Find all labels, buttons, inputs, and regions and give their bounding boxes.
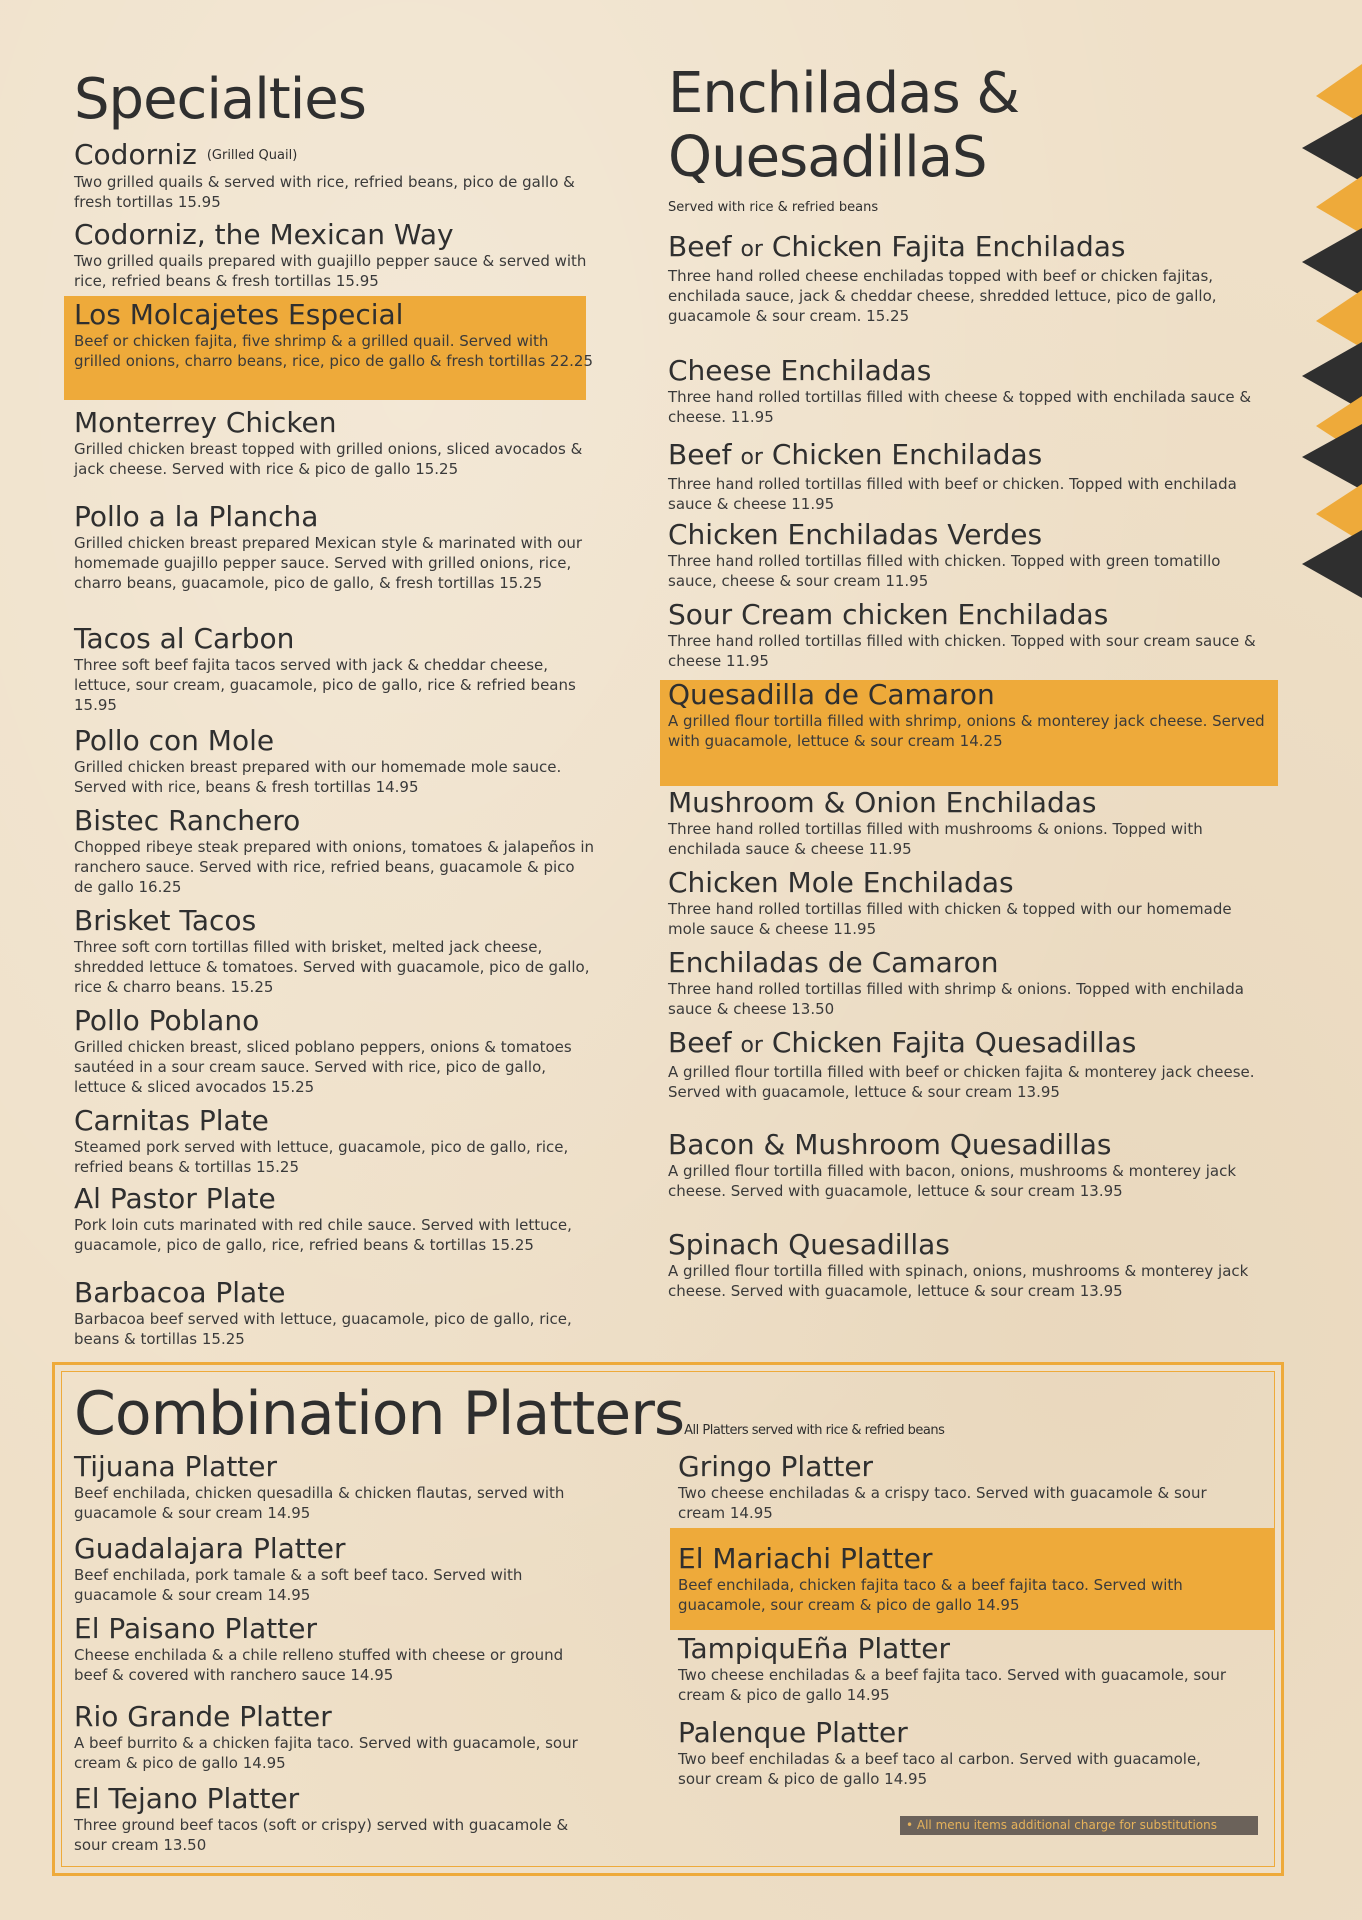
item-description: Pork loin cuts marinated with red chile sauce. Served with lettuce, guacamole, pico de gallo, rice, refried beans & tortillas 15.25 — [74, 1216, 572, 1254]
item-name: Los Molcajetes Especial — [74, 298, 404, 331]
item-name: TampiquEña Platter — [678, 1632, 950, 1665]
item-description: Two beef enchiladas & a beef taco al carbon. Served with guacamole, sour cream & pico de gallo 14.95 — [678, 1750, 1201, 1788]
menu-item — [668, 600, 1268, 671]
item-description: Three hand rolled tortillas filled with mushrooms & onions. Topped with enchilada sauce & cheese 11.95 — [668, 820, 1203, 858]
item-description: A grilled flour tortilla filled with shrimp, onions & monterey jack cheese. Served with guacamole, lettuce & sour cream 14.25 — [668, 712, 1265, 750]
item-description: A grilled flour tortilla filled with bacon, onions, mushrooms & monterey jack cheese. Served with guacamole, lettuce & sour cream 13.95 — [668, 1162, 1237, 1200]
item-description: Chopped ribeye steak prepared with onions, tomatoes & jalapeños in ranchero sauce. Served with rice, refried beans, guacamole & pico de gallo 16.25 — [74, 838, 594, 896]
item-description: Three soft beef fajita tacos served with jack & cheddar cheese, lettuce, sour cream, guacamole, pico de gallo, rice & refried beans 15.95 — [74, 656, 576, 714]
item-name: Monterrey Chicken — [74, 406, 337, 439]
item-description: A grilled flour tortilla filled with spinach, onions, mushrooms & monterey jack cheese. Served with guacamole, lettuce & sour cream 13.95 — [668, 1262, 1249, 1300]
item-name-part: Chicken Enchiladas — [771, 438, 1043, 471]
item-description: Three hand rolled tortillas filled with cheese & topped with enchilada sauce & cheese. 11.95 — [668, 388, 1252, 426]
item-description: Barbacoa beef served with lettuce, guacamole, pico de gallo, rice, beans & tortillas 15.25 — [74, 1310, 572, 1348]
menu-item — [74, 300, 594, 371]
item-name: Chicken Enchiladas Verdes — [668, 518, 1043, 551]
menu-item — [74, 906, 594, 997]
item-name: Tijuana Platter — [74, 1450, 278, 1483]
menu-item — [74, 726, 594, 797]
item-description: Cheese enchilada & a chile relleno stuffed with cheese or ground beef & covered with ranchero sauce 14.95 — [74, 1646, 564, 1684]
menu-item — [668, 680, 1268, 751]
menu-item — [74, 624, 594, 715]
menu-item — [668, 356, 1268, 427]
item-description: Beef enchilada, chicken quesadilla & chicken flautas, served with guacamole & sour cream 14.95 — [74, 1484, 565, 1522]
item-name: Al Pastor Plate — [74, 1182, 276, 1215]
combination-subtitle: All Platters served with rice & refried beans — [684, 1423, 945, 1438]
item-name: Guadalajara Platter — [74, 1532, 346, 1565]
platter-item — [678, 1544, 1238, 1615]
item-name: Codorniz — [74, 138, 197, 171]
item-description: Three ground beef tacos (soft or crispy) served with guacamole & sour cream 13.50 — [74, 1816, 569, 1854]
enchiladas-subtitle: Served with rice & refried beans — [668, 200, 879, 215]
menu-item — [668, 1130, 1268, 1201]
item-description: Three hand rolled tortillas filled with shrimp & onions. Topped with enchilada sauce & cheese 13.50 — [668, 980, 1244, 1018]
item-name: Pollo a la Plancha — [74, 500, 319, 533]
menu-item — [74, 1106, 594, 1177]
item-name: Tacos al Carbon — [74, 622, 295, 655]
menu-item — [668, 788, 1268, 859]
menu-item — [74, 1006, 594, 1097]
platter-item — [74, 1614, 594, 1685]
item-name-part: Chicken Fajita Quesadillas — [771, 1026, 1137, 1059]
item-name: Chicken Mole Enchiladas — [668, 866, 1014, 899]
specialties-section — [74, 62, 594, 1348]
item-description: Beef enchilada, chicken fajita taco & a beef fajita taco. Served with guacamole, sour cream & pico de gallo 14.95 — [678, 1576, 1183, 1614]
item-name: Palenque Platter — [678, 1716, 908, 1749]
item-description: Three hand rolled cheese enchiladas topped with beef or chicken fajitas, enchilada sauce, jack & cheddar cheese, shredded lettuce, pico de gallo, guacamole & sour cream. 15.25 — [668, 267, 1217, 325]
item-name: Barbacoa Plate — [74, 1276, 286, 1309]
item-name: Codorniz, the Mexican Way — [74, 218, 454, 251]
item-name-part: Beef — [668, 230, 732, 263]
item-name: Carnitas Plate — [74, 1104, 269, 1137]
item-name-or: or — [740, 237, 763, 262]
item-name: El Paisano Platter — [74, 1612, 317, 1645]
platter-item — [74, 1702, 594, 1773]
menu-item — [74, 140, 594, 212]
menu-item — [74, 502, 594, 593]
substitutions-footnote: • All menu items additional charge for substitutions — [900, 1816, 1258, 1835]
menu-item — [74, 1184, 594, 1255]
item-name: Enchiladas de Camaron — [668, 946, 999, 979]
platter-item — [74, 1784, 594, 1855]
specialties-title: Specialties — [74, 67, 366, 132]
menu-item — [668, 868, 1268, 939]
enchiladas-section — [668, 61, 1268, 1300]
item-description: A grilled flour tortilla filled with beef or chicken fajita & monterey jack cheese. Served with guacamole, lettuce & sour cream 13.95 — [668, 1063, 1255, 1101]
enchiladas-title-line1: Enchiladas & — [668, 61, 1020, 126]
item-name: Rio Grande Platter — [74, 1700, 332, 1733]
item-name: Gringo Platter — [678, 1450, 874, 1483]
item-name: El Tejano Platter — [74, 1782, 300, 1815]
item-name: Cheese Enchiladas — [668, 354, 932, 387]
item-name: Pollo Poblano — [74, 1004, 260, 1037]
item-name: El Mariachi Platter — [678, 1542, 933, 1575]
item-name-or: or — [740, 1033, 763, 1058]
item-description: Grilled chicken breast, sliced poblano peppers, onions & tomatoes sautéed in a sour cream sauce. Served with rice, pico de gallo, lettuce & sliced avocados 15.25 — [74, 1038, 572, 1096]
triangle-border-decoration — [1288, 64, 1362, 604]
platter-item — [678, 1452, 1238, 1523]
item-description: Beef enchilada, pork tamale & a soft beef taco. Served with guacamole & sour cream 14.95 — [74, 1566, 523, 1604]
item-description: Two cheese enchiladas & a crispy taco. Served with guacamole & sour cream 14.95 — [678, 1484, 1207, 1522]
item-name: Sour Cream chicken Enchiladas — [668, 598, 1109, 631]
item-description: Two grilled quails prepared with guajillo pepper sauce & served with rice, refried beans & fresh tortillas 15.95 — [74, 252, 587, 290]
item-name: Spinach Quesadillas — [668, 1228, 950, 1261]
item-description: Beef or chicken fajita, five shrimp & a grilled quail. Served with grilled onions, charro beans, rice, pico de gallo & fresh tortillas 22.25 — [74, 332, 593, 370]
item-description: Three hand rolled tortillas filled with chicken. Topped with green tomatillo sauce, cheese & sour cream 11.95 — [668, 552, 1221, 590]
item-description: Two grilled quails & served with rice, refried beans, pico de gallo & fresh tortillas 15.95 — [74, 173, 575, 211]
item-description: A beef burrito & a chicken fajita taco. Served with guacamole, sour cream & pico de gallo 14.95 — [74, 1734, 578, 1772]
item-name-part: Beef — [668, 438, 732, 471]
menu-item — [668, 948, 1268, 1019]
item-description: Grilled chicken breast topped with grilled onions, sliced avocados & jack cheese. Served with rice & pico de gallo 15.25 — [74, 440, 583, 478]
menu-item — [74, 408, 594, 479]
item-description: Three hand rolled tortillas filled with beef or chicken. Topped with enchilada sauce & cheese 11.95 — [668, 475, 1237, 513]
platter-item — [678, 1718, 1238, 1789]
item-description: Two cheese enchiladas & a beef fajita taco. Served with guacamole, sour cream & pico de gallo 14.95 — [678, 1666, 1227, 1704]
item-name: Bacon & Mushroom Quesadillas — [668, 1128, 1112, 1161]
item-name: Pollo con Mole — [74, 724, 275, 757]
menu-item — [668, 520, 1268, 591]
platter-item — [678, 1634, 1238, 1705]
item-name-part: Chicken Fajita Enchiladas — [771, 230, 1126, 263]
combination-title: Combination Platters — [74, 1379, 685, 1449]
item-description: Grilled chicken breast prepared Mexican style & marinated with our homemade guajillo pepper sauce. Served with grilled onions, rice, charro beans, guacamole, pico de gallo, & fresh tortillas 15.25 — [74, 534, 583, 592]
item-name: Quesadilla de Camaron — [668, 678, 995, 711]
platter-item — [74, 1534, 594, 1605]
item-name-or: or — [740, 445, 763, 470]
menu-item — [74, 1278, 594, 1349]
menu-item — [668, 232, 1268, 326]
menu-item — [74, 220, 594, 291]
item-name-part: Beef — [668, 1026, 732, 1059]
menu-item — [668, 440, 1268, 514]
item-description: Three soft corn tortillas filled with brisket, melted jack cheese, shredded lettuce & tomatoes. Served with guacamole, pico de gallo, rice & charro beans. 15.25 — [74, 938, 590, 996]
item-description: Steamed pork served with lettuce, guacamole, pico de gallo, rice, refried beans & tortillas 15.25 — [74, 1138, 569, 1176]
menu-item — [668, 1230, 1268, 1301]
item-description: Three hand rolled tortillas filled with chicken. Topped with sour cream sauce & cheese 11.95 — [668, 632, 1256, 670]
menu-item — [668, 1028, 1268, 1102]
item-name: Brisket Tacos — [74, 904, 257, 937]
item-name: Bistec Ranchero — [74, 804, 301, 837]
menu-item — [74, 806, 594, 897]
item-name: Mushroom & Onion Enchiladas — [668, 786, 1097, 819]
item-description: Three hand rolled tortillas filled with chicken & topped with our homemade mole sauce & cheese 11.95 — [668, 900, 1232, 938]
enchiladas-title-line2: QuesadillaS — [668, 125, 987, 190]
item-note: (Grilled Quail) — [206, 148, 298, 163]
platter-item — [74, 1452, 594, 1523]
item-description: Grilled chicken breast prepared with our homemade mole sauce. Served with rice, beans & fresh tortillas 14.95 — [74, 758, 562, 796]
